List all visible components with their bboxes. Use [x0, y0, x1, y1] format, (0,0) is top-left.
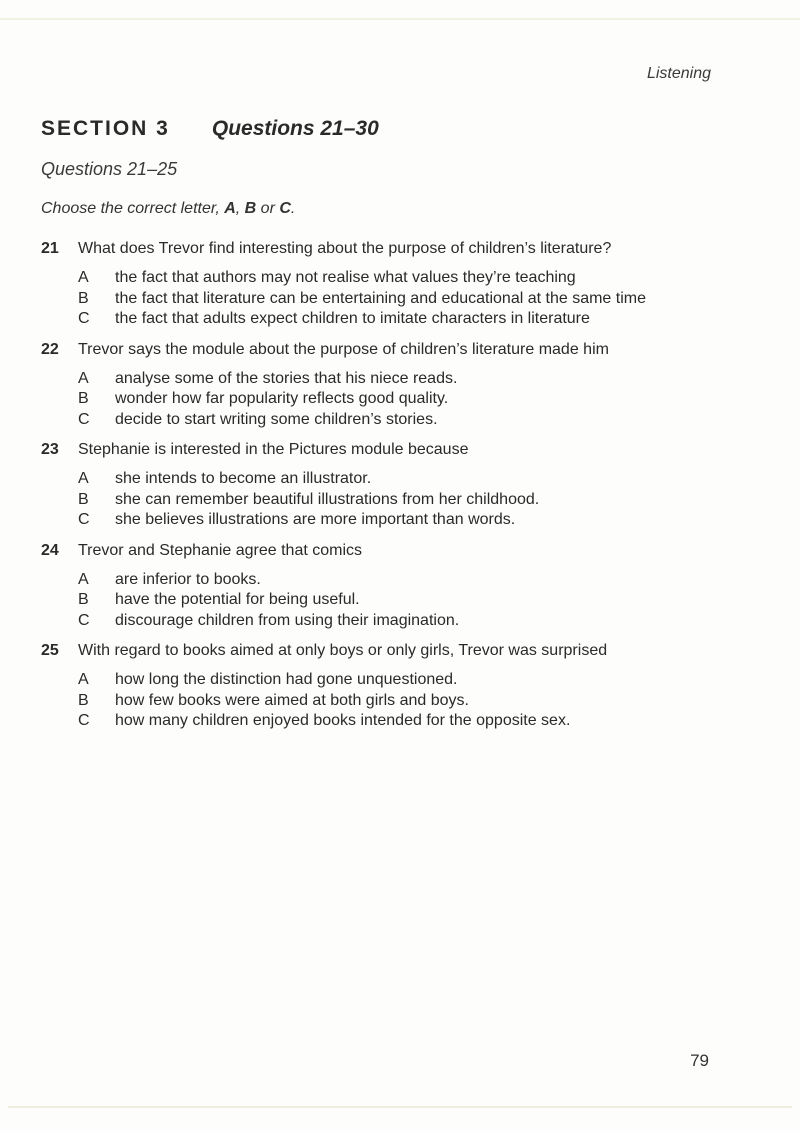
question-number: 22: [41, 340, 59, 358]
option-list: [41, 469, 741, 531]
question-22: [41, 339, 741, 431]
question-text: What does Trevor find interesting about the purpose of children’s literature?: [78, 240, 612, 257]
option-letter: C: [78, 511, 90, 528]
option-text: how many children enjoyed books intended for the opposite sex.: [115, 712, 571, 729]
subsection-heading: Questions 21–25: [41, 159, 178, 179]
instruction-letter-c: C: [279, 200, 291, 217]
option-text: how long the distinction had gone unquestioned.: [115, 671, 458, 688]
option-letter: A: [78, 671, 89, 688]
question-text: Stephanie is interested in the Pictures module because: [78, 441, 469, 458]
question-text: With regard to books aimed at only boys or only girls, Trevor was surprised: [78, 642, 608, 659]
option-text: she believes illustrations are more important than words.: [115, 511, 516, 528]
option-c: [78, 410, 741, 431]
option-text: wonder how far popularity reflects good quality.: [115, 390, 449, 407]
option-letter: B: [78, 591, 89, 608]
option-a: [78, 268, 741, 289]
instruction-sep2: or: [256, 200, 280, 217]
question-24: [41, 540, 741, 632]
option-a: [78, 369, 741, 390]
option-text: the fact that adults expect children to imitate characters in literature: [115, 310, 590, 327]
option-list: [41, 570, 741, 632]
option-b: [78, 490, 741, 511]
instruction-prefix: Choose the correct letter,: [41, 200, 225, 217]
option-text: she can remember beautiful illustrations from her childhood.: [115, 490, 540, 508]
instruction-letter-a: A: [224, 200, 236, 217]
top-divider: [0, 18, 800, 20]
bottom-divider: [8, 1106, 792, 1108]
section-range: Questions 21–30: [211, 117, 379, 140]
option-letter: A: [78, 269, 89, 286]
running-header: Listening: [646, 65, 711, 82]
option-text: she intends to become an illustrator.: [115, 470, 372, 487]
option-c: [78, 711, 741, 732]
option-letter: B: [78, 289, 89, 307]
instruction-suffix: .: [290, 200, 296, 217]
option-text: the fact that literature can be entertaining and educational at the same time: [115, 289, 646, 307]
option-list: [41, 268, 741, 330]
question-number: 21: [41, 240, 59, 257]
option-letter: C: [78, 611, 90, 629]
option-letter: B: [78, 390, 89, 407]
option-letter: A: [78, 570, 89, 588]
option-a: [78, 469, 741, 490]
question-number: 24: [41, 541, 59, 559]
option-letter: A: [78, 369, 89, 387]
option-b: [78, 289, 741, 310]
option-text: how few books were aimed at both girls and boys.: [115, 691, 469, 709]
option-text: discourage children from using their imagination.: [115, 611, 460, 629]
option-text: decide to start writing some children’s stories.: [115, 410, 438, 428]
section-label: SECTION 3: [41, 117, 170, 140]
option-letter: A: [78, 470, 89, 487]
option-text: are inferior to books.: [115, 570, 261, 588]
instruction-sep1: ,: [235, 200, 245, 217]
option-b: [78, 590, 741, 611]
question-list: [41, 238, 741, 741]
option-list: [41, 670, 741, 732]
option-text: analyse some of the stories that his niece reads.: [115, 369, 458, 387]
question-23: [41, 439, 741, 531]
question-number: 23: [41, 441, 59, 458]
page-number: 79: [690, 1051, 709, 1070]
instruction: [41, 200, 295, 218]
option-b: [78, 691, 741, 712]
option-text: have the potential for being useful.: [115, 591, 360, 608]
question-number: 25: [41, 642, 59, 659]
question-25: [41, 640, 741, 732]
option-a: [78, 670, 741, 691]
option-letter: C: [78, 712, 90, 729]
option-list: [41, 369, 741, 431]
question-21: [41, 238, 741, 330]
option-letter: C: [78, 310, 90, 327]
option-a: [78, 570, 741, 591]
instruction-letter-b: B: [244, 200, 257, 217]
option-c: [78, 309, 741, 330]
option-letter: C: [78, 410, 90, 428]
option-c: [78, 611, 741, 632]
option-letter: B: [78, 490, 89, 508]
option-letter: B: [78, 691, 89, 709]
section-heading: [41, 117, 379, 141]
option-text: the fact that authors may not realise what values they’re teaching: [115, 269, 576, 286]
question-text: Trevor says the module about the purpose of children’s literature made him: [78, 340, 609, 358]
question-text: Trevor and Stephanie agree that comics: [78, 541, 363, 559]
option-c: [78, 510, 741, 531]
option-b: [78, 389, 741, 410]
